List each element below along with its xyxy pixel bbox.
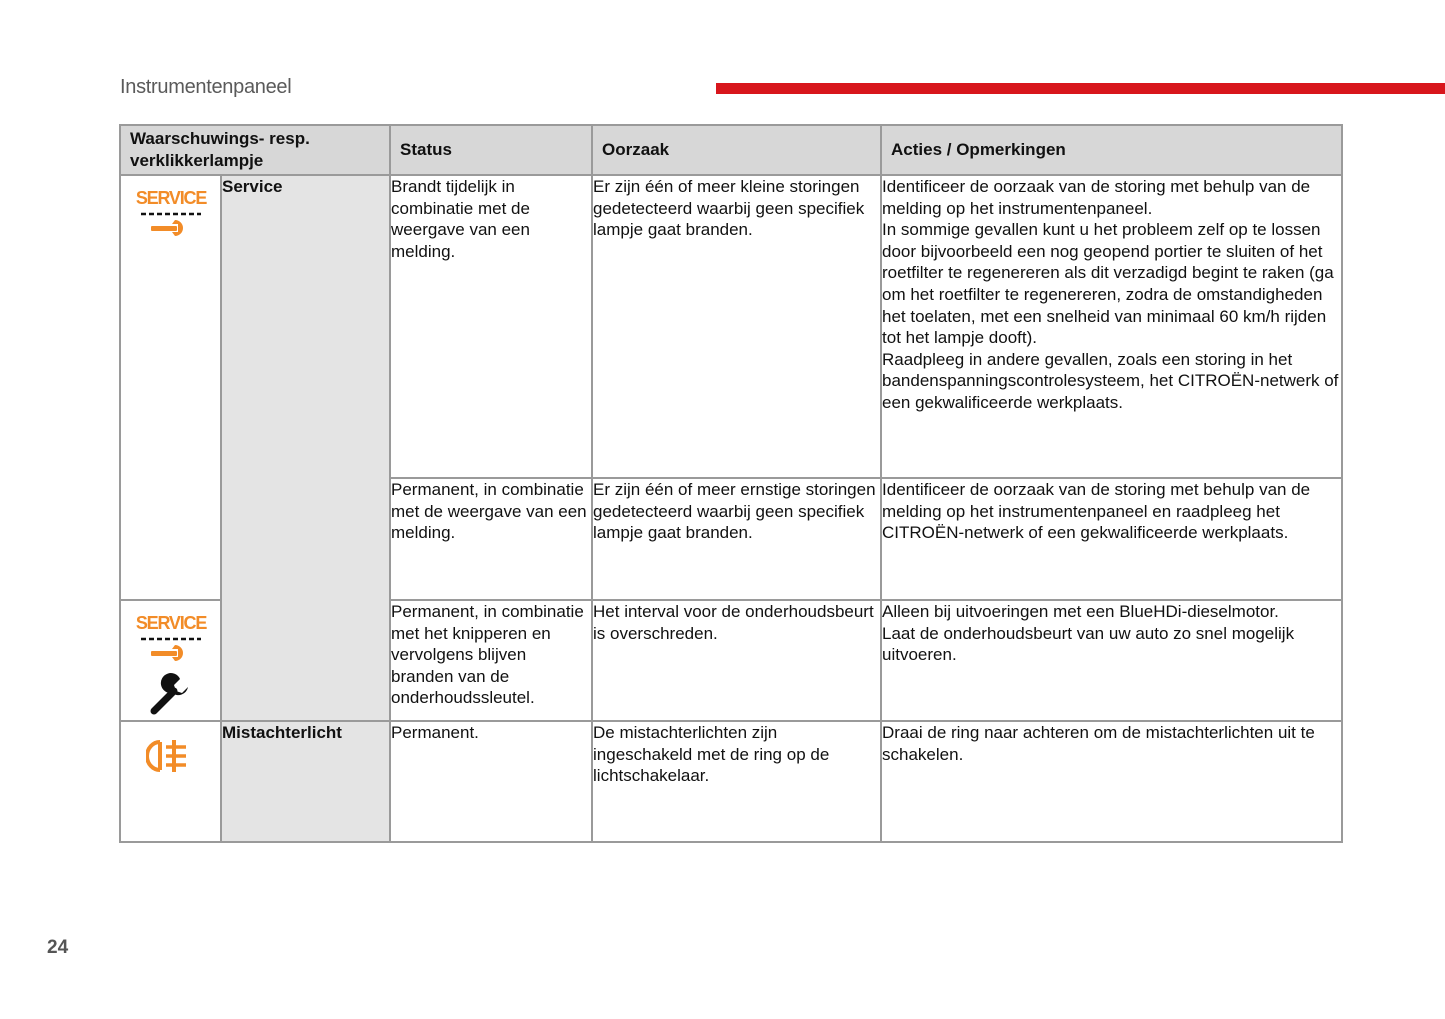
fog-cause: De mistachterlichten zijn ingeschakeld met de ring op de lichtschakelaar.	[592, 721, 881, 842]
service-status-2: Permanent, in combinatie met de weergave van een melding.	[390, 478, 592, 600]
header-cause: Oorzaak	[592, 125, 881, 175]
service-actions-3	[881, 600, 1342, 721]
service-action-1b: In sommige gevallen kunt u het probleem zelf op te lossen door bijvoorbeeld een nog geopend portier te sluiten of het roetfilter te regenereren als dit verzadigd begint te raken (ga om het roetfilter te regenereren, zodra de omstandigheden het toelaten, met een snelheid van minimaal 60 km/h rijden tot het lampje dooft).	[882, 220, 1334, 348]
service-actions-1	[881, 175, 1342, 478]
service-actions-2	[881, 478, 1342, 600]
fog-actions: Draai de ring naar achteren om de mistachterlichten uit te schakelen.	[881, 721, 1342, 842]
table-row	[120, 721, 1342, 842]
fog-icon-cell	[120, 721, 221, 842]
section-title: Instrumentenpaneel	[120, 76, 292, 98]
service-status-1: Brandt tijdelijk in combinatie met de weergave van een melding.	[390, 175, 592, 478]
service-wrench-icon-cell	[120, 600, 221, 721]
service-icon-text: SERVICE	[135, 613, 206, 633]
service-cause-2: Er zijn één of meer ernstige storingen gedetecteerd waarbij geen specifiek lampje gaat branden.	[592, 478, 881, 600]
table-header-row	[120, 125, 1342, 175]
service-icon-text: SERVICE	[135, 188, 206, 208]
service-action-1a: Identificeer de oorzaak van de storing met behulp van de melding op het instrumentenpaneel.	[882, 177, 1311, 218]
service-action-3a: Alleen bij uitvoeringen met een BlueHDi-dieselmotor.	[882, 602, 1279, 621]
warning-lamps-table	[119, 124, 1343, 843]
rear-fog-light-icon	[146, 734, 196, 778]
header-actions: Acties / Opmerkingen	[881, 125, 1342, 175]
service-warning-icon	[135, 182, 207, 244]
fog-status: Permanent.	[390, 721, 592, 842]
service-status-3: Permanent, in combinatie met het knipperen en vervolgens blijven branden van de onderhoudssleutel.	[390, 600, 592, 721]
fog-name: Mistachterlicht	[221, 721, 390, 842]
table-row	[120, 175, 1342, 478]
header-status: Status	[390, 125, 592, 175]
service-cause-3: Het interval voor de onderhoudsbeurt is overschreden.	[592, 600, 881, 721]
page-number: 24	[47, 937, 69, 958]
service-action-2a: Identificeer de oorzaak van de storing met behulp van de melding op het instrumentenpaneel en raadpleeg het CITROËN-netwerk of een gekwalificeerde werkplaats.	[882, 480, 1311, 543]
service-name: Service	[221, 175, 390, 721]
service-action-1c: Raadpleeg in andere gevallen, zoals een storing in het bandenspanningscontrolesysteem, het CITROËN-netwerk of een gekwalificeerde werkplaats.	[882, 349, 1339, 412]
service-cause-1: Er zijn één of meer kleine storingen gedetecteerd waarbij geen specifiek lampje gaat branden.	[592, 175, 881, 478]
service-icon-cell	[120, 175, 221, 600]
section-accent-bar	[716, 83, 1445, 94]
wrench-icon	[146, 673, 196, 717]
service-action-3b: Laat de onderhoudsbeurt van uw auto zo snel mogelijk uitvoeren.	[882, 623, 1295, 665]
header-lamp: Waarschuwings- resp. verklikkerlampje	[120, 125, 390, 175]
service-warning-icon	[135, 607, 207, 669]
